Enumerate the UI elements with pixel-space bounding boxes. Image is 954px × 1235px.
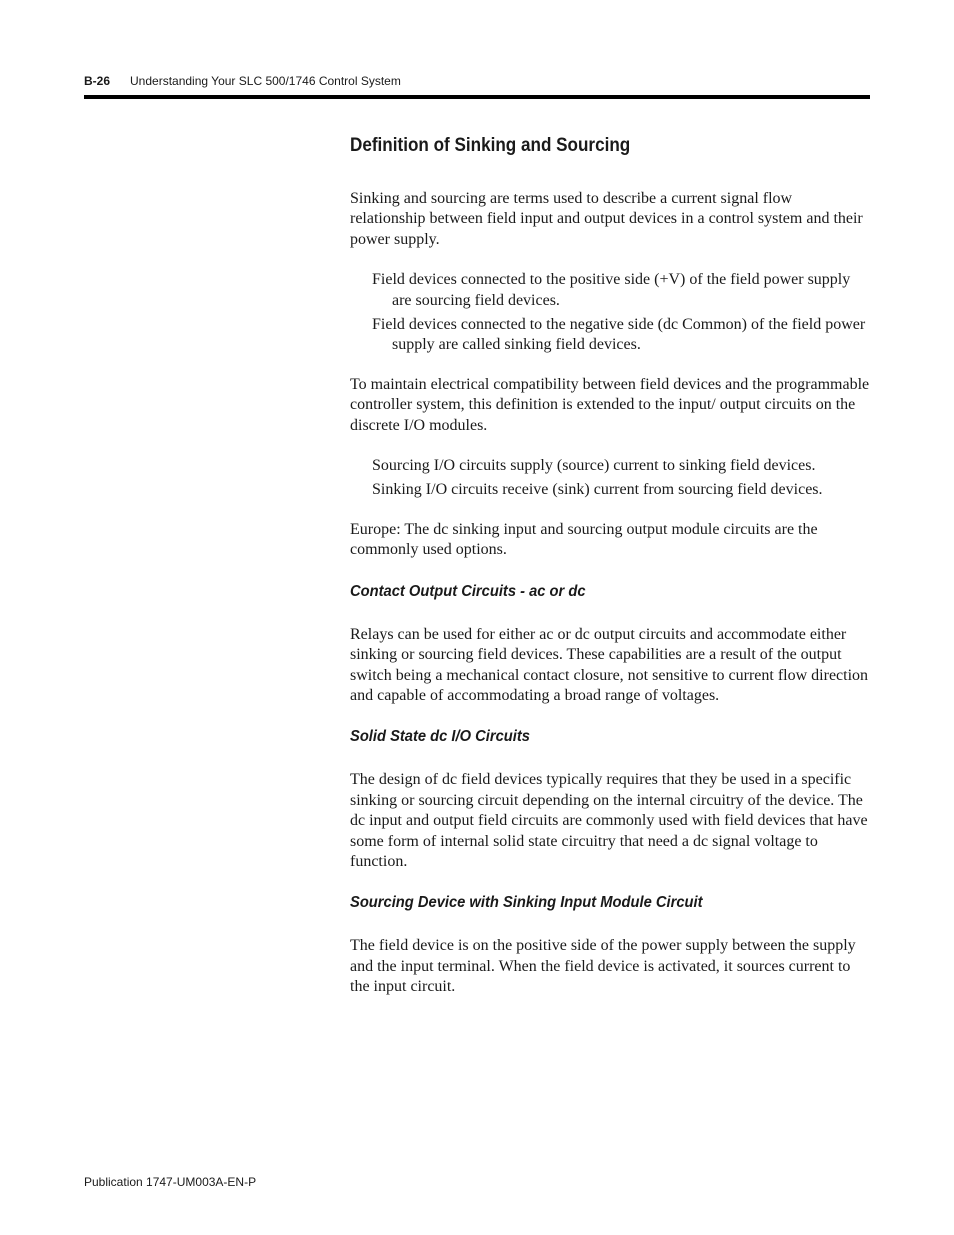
main-content — [350, 133, 870, 998]
compatibility-paragraph: To maintain electrical compatibility between field devices and the programmable controller system, this definition is extended to the input/ output circuits on the discrete I/O modules. — [350, 375, 870, 434]
header-rule — [84, 95, 870, 99]
europe-paragraph: Europe: The dc sinking input and sourcing output module circuits are the commonly used options. — [350, 520, 818, 559]
list-item: Field devices connected to the positive side (+V) of the field power supply are sourcing field devices. — [372, 271, 851, 309]
io-circuit-list — [350, 456, 870, 501]
page-footer: Publication 1747-UM003A-EN-P — [84, 1175, 257, 1189]
sourcing-device-heading: Sourcing Device with Sinking Input Module Circuit — [350, 894, 703, 912]
list-item: Sourcing I/O circuits supply (source) current to sinking field devices. — [372, 457, 816, 475]
contact-output-paragraph: Relays can be used for either ac or dc output circuits and accommodate either sinking or sourcing field devices. These capabilities are a result of the output switch being a mechanical contact closure, not sensitive to current flow direction and capable of accommodating a broad range of voltages. — [350, 625, 869, 704]
sourcing-device-paragraph: The field device is on the positive side of the power supply between the supply and the input terminal. When the field device is activated, it sources current to the input circuit. — [350, 937, 856, 996]
running-title: Understanding Your SLC 500/1746 Control System — [130, 74, 401, 88]
list-item: Field devices connected to the negative side (dc Common) of the field power supply are called sinking field devices. — [372, 316, 866, 354]
field-device-list — [350, 270, 870, 356]
page-header — [84, 73, 870, 91]
solid-state-paragraph: The design of dc field devices typically requires that they be used in a specific sinking or sourcing circuit depending on the internal circuitry of the device. The dc input and output field circuits are commonly used with field devices that have some form of internal solid state circuitry that need a dc signal voltage to function. — [350, 771, 868, 870]
section-title: Definition of Sinking and Sourcing — [350, 135, 631, 156]
page-number: B-26 — [84, 74, 111, 88]
contact-output-heading: Contact Output Circuits - ac or dc — [350, 582, 586, 600]
intro-paragraph: Sinking and sourcing are terms used to describe a current signal flow relationship between field input and output devices in a control system and their power supply. — [350, 190, 863, 248]
solid-state-heading: Solid State dc I/O Circuits — [350, 728, 530, 746]
list-item: Sinking I/O circuits receive (sink) current from sourcing field devices. — [372, 481, 823, 499]
